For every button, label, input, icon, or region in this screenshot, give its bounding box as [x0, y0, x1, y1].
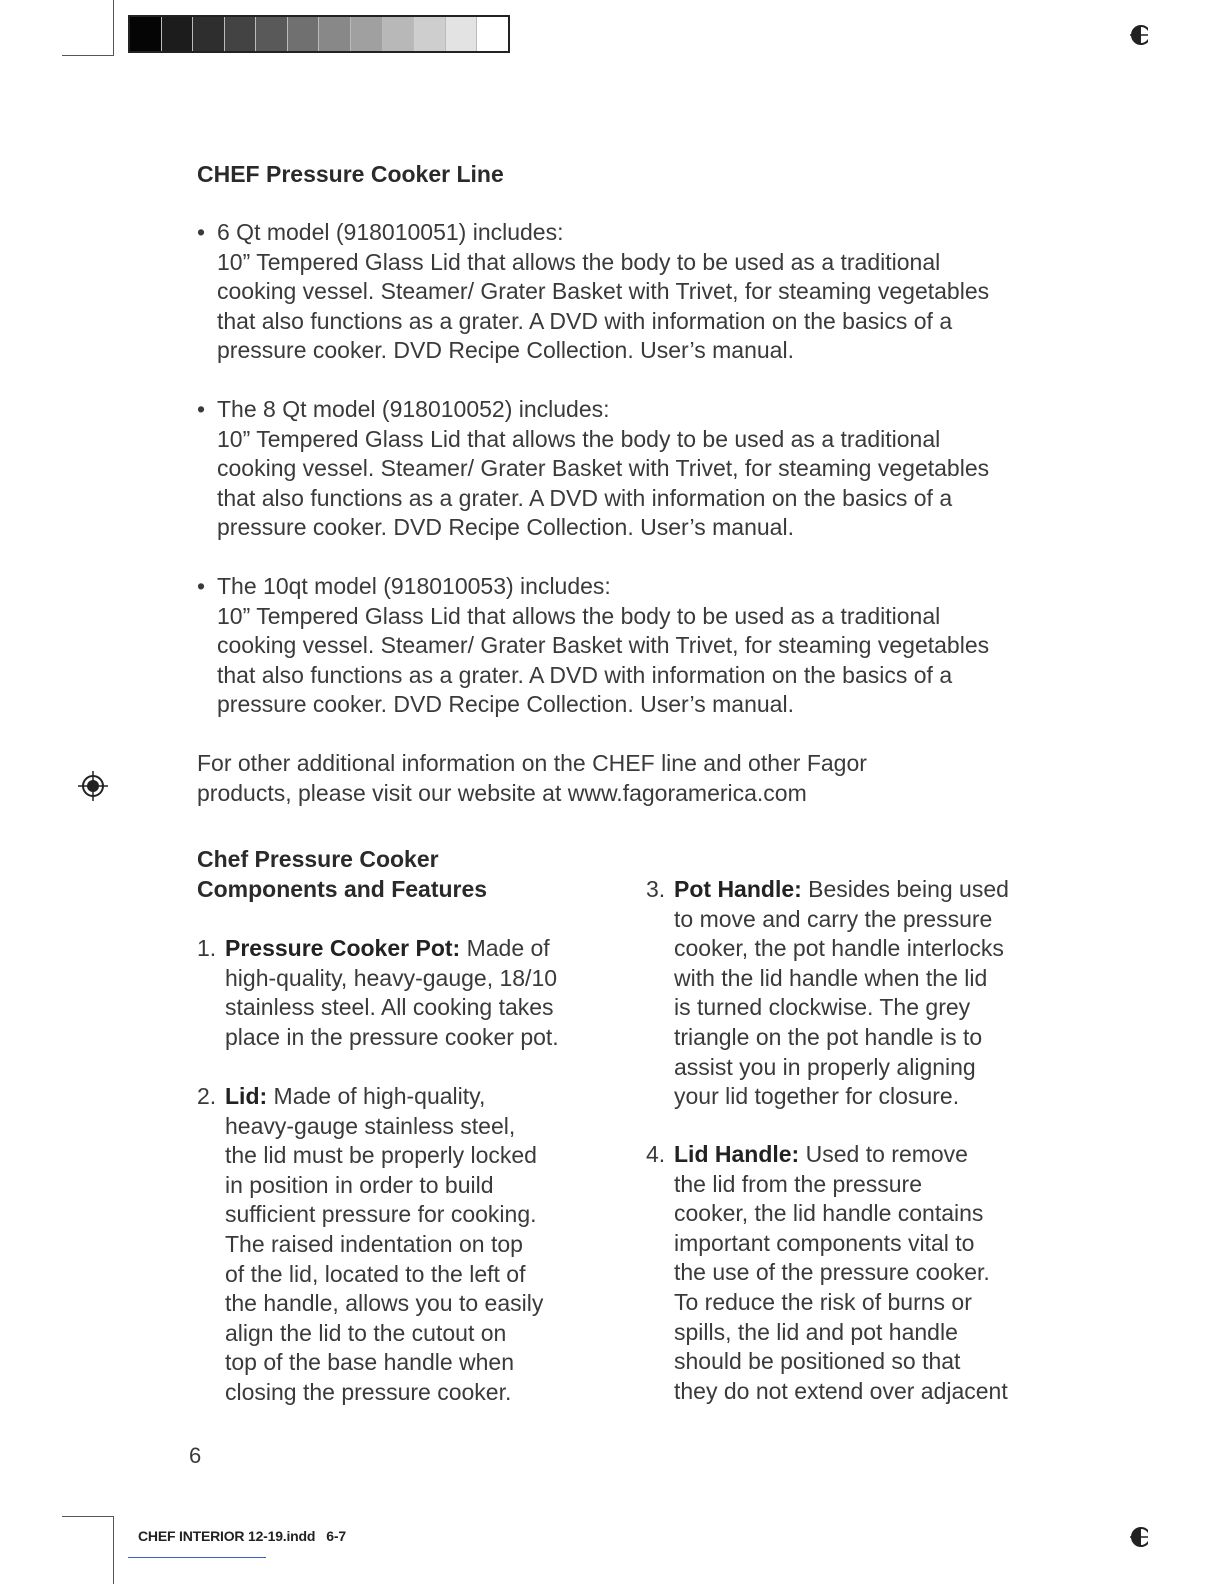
- color-swatch: [351, 17, 383, 51]
- model-heading: 6 Qt model (918010051) includes:: [217, 219, 564, 245]
- item-line: sufficient pressure for cooking.: [225, 1201, 537, 1228]
- item-line: with the lid handle when the lid: [674, 964, 988, 991]
- item-number: 3.: [646, 876, 666, 902]
- color-swatch: [414, 17, 446, 51]
- registration-mark-bottom-right-icon: [1126, 1522, 1148, 1552]
- model-list-item-6qt: [197, 218, 1037, 366]
- item-line: The raised indentation on top: [225, 1230, 523, 1257]
- model-list-item-10qt: [197, 572, 1037, 720]
- color-swatch: [288, 17, 320, 51]
- model-list-item-8qt: [197, 395, 1037, 543]
- item-line: the lid from the pressure: [674, 1170, 923, 1197]
- model-description-line: pressure cooker. DVD Recipe Collection. User’s manual.: [217, 337, 794, 364]
- model-description-line: cooking vessel. Steamer/ Grater Basket with Trivet, for steaming vegetables: [217, 455, 990, 482]
- model-heading: The 10qt model (918010053) includes:: [217, 573, 611, 599]
- model-description-line: pressure cooker. DVD Recipe Collection. User’s manual.: [217, 514, 794, 541]
- item-line: they do not extend over adjacent: [674, 1377, 1008, 1404]
- color-swatch: [225, 17, 257, 51]
- bullet-icon: •: [197, 573, 206, 599]
- crop-mark-bottom-left-h: [62, 1516, 114, 1517]
- item-number: 4.: [646, 1141, 666, 1167]
- item-line: place in the pressure cooker pot.: [225, 1023, 559, 1050]
- color-swatch: [319, 17, 351, 51]
- components-title: [197, 845, 487, 904]
- item-line: the use of the pressure cooker.: [674, 1259, 990, 1286]
- item-line: align the lid to the cutout on: [225, 1319, 507, 1346]
- color-swatch: [162, 17, 194, 51]
- model-description-line: 10” Tempered Glass Lid that allows the body to be used as a traditional: [217, 602, 941, 629]
- model-heading: The 8 Qt model (918010052) includes:: [217, 396, 610, 422]
- info-line: For other additional information on the CHEF line and other Fagor: [197, 750, 867, 776]
- section-title: CHEF Pressure Cooker Line: [197, 161, 504, 187]
- item-line: assist you in properly aligning: [674, 1053, 976, 1080]
- crop-mark-top-left-v: [113, 0, 114, 55]
- item-number: 1.: [197, 935, 217, 961]
- info-paragraph: [197, 749, 1037, 808]
- model-description-line: cooking vessel. Steamer/ Grater Basket with Trivet, for steaming vegetables: [217, 632, 990, 659]
- slug-underline: [128, 1557, 266, 1558]
- color-swatch: [193, 17, 225, 51]
- page-number: 6: [189, 1443, 202, 1468]
- item-label: Pressure Cooker Pot:: [225, 935, 461, 961]
- bullet-icon: •: [197, 219, 206, 245]
- item-line: the lid must be properly locked: [225, 1142, 537, 1169]
- registration-mark-top-right-icon: [1126, 20, 1148, 50]
- item-line: top of the base handle when: [225, 1349, 515, 1376]
- item-line: Besides being used: [801, 876, 1009, 902]
- item-line: spills, the lid and pot handle: [674, 1318, 958, 1345]
- info-line: products, please visit our website at www.fagoramerica.com: [197, 779, 807, 806]
- model-description-line: cooking vessel. Steamer/ Grater Basket with Trivet, for steaming vegetables: [217, 278, 990, 305]
- color-swatch: [477, 17, 508, 51]
- model-description-line: that also functions as a grater. A DVD with information on the basics of a: [217, 661, 953, 688]
- item-line: Made of high-quality,: [267, 1083, 486, 1109]
- item-label: Lid Handle:: [674, 1141, 800, 1167]
- item-line: the handle, allows you to easily: [225, 1290, 544, 1317]
- item-line: heavy-gauge stainless steel,: [225, 1112, 516, 1139]
- item-number: 2.: [197, 1083, 217, 1109]
- bullet-icon: •: [197, 396, 206, 422]
- item-line: triangle on the pot handle is to: [674, 1023, 983, 1050]
- component-item-lid-handle: [646, 1140, 1066, 1406]
- item-label: Pot Handle:: [674, 876, 802, 902]
- item-line: cooker, the pot handle interlocks: [674, 935, 1004, 962]
- item-label: Lid:: [225, 1083, 268, 1109]
- color-calibration-bar: [128, 15, 510, 53]
- model-description-line: that also functions as a grater. A DVD with information on the basics of a: [217, 307, 953, 334]
- model-description-line: 10” Tempered Glass Lid that allows the body to be used as a traditional: [217, 248, 941, 275]
- item-line: Used to remove: [799, 1141, 968, 1167]
- color-swatch: [383, 17, 415, 51]
- model-description-line: 10” Tempered Glass Lid that allows the body to be used as a traditional: [217, 425, 941, 452]
- item-line: should be positioned so that: [674, 1348, 961, 1375]
- item-line: high-quality, heavy-gauge, 18/10: [225, 964, 558, 991]
- item-line: is turned clockwise. The grey: [674, 994, 971, 1021]
- item-line: your lid together for closure.: [674, 1083, 960, 1110]
- components-title-line: Chef Pressure Cooker: [197, 846, 439, 872]
- file-slug: CHEF INTERIOR 12-19.indd 6-7: [138, 1528, 346, 1544]
- item-line: in position in order to build: [225, 1171, 494, 1198]
- components-title-line: Components and Features: [197, 875, 488, 902]
- item-line: To reduce the risk of burns or: [674, 1288, 972, 1315]
- crop-mark-top-left-h: [62, 55, 114, 56]
- item-line: important components vital to: [674, 1229, 975, 1256]
- color-swatch: [256, 17, 288, 51]
- model-description-line: that also functions as a grater. A DVD with information on the basics of a: [217, 484, 953, 511]
- item-line: Made of: [460, 935, 550, 961]
- model-description-line: pressure cooker. DVD Recipe Collection. User’s manual.: [217, 691, 794, 718]
- component-item-lid: [197, 1082, 617, 1408]
- item-line: stainless steel. All cooking takes: [225, 994, 554, 1021]
- registration-mark-left-icon: [78, 771, 108, 801]
- item-line: cooker, the lid handle contains: [674, 1200, 984, 1227]
- item-line: of the lid, located to the left of: [225, 1260, 526, 1287]
- component-item-pot: [197, 934, 617, 1052]
- color-swatch: [446, 17, 478, 51]
- crop-mark-bottom-left-v: [113, 1516, 114, 1584]
- component-item-pot-handle: [646, 875, 1066, 1112]
- color-swatch: [130, 17, 162, 51]
- item-line: closing the pressure cooker.: [225, 1378, 512, 1405]
- item-line: to move and carry the pressure: [674, 905, 993, 932]
